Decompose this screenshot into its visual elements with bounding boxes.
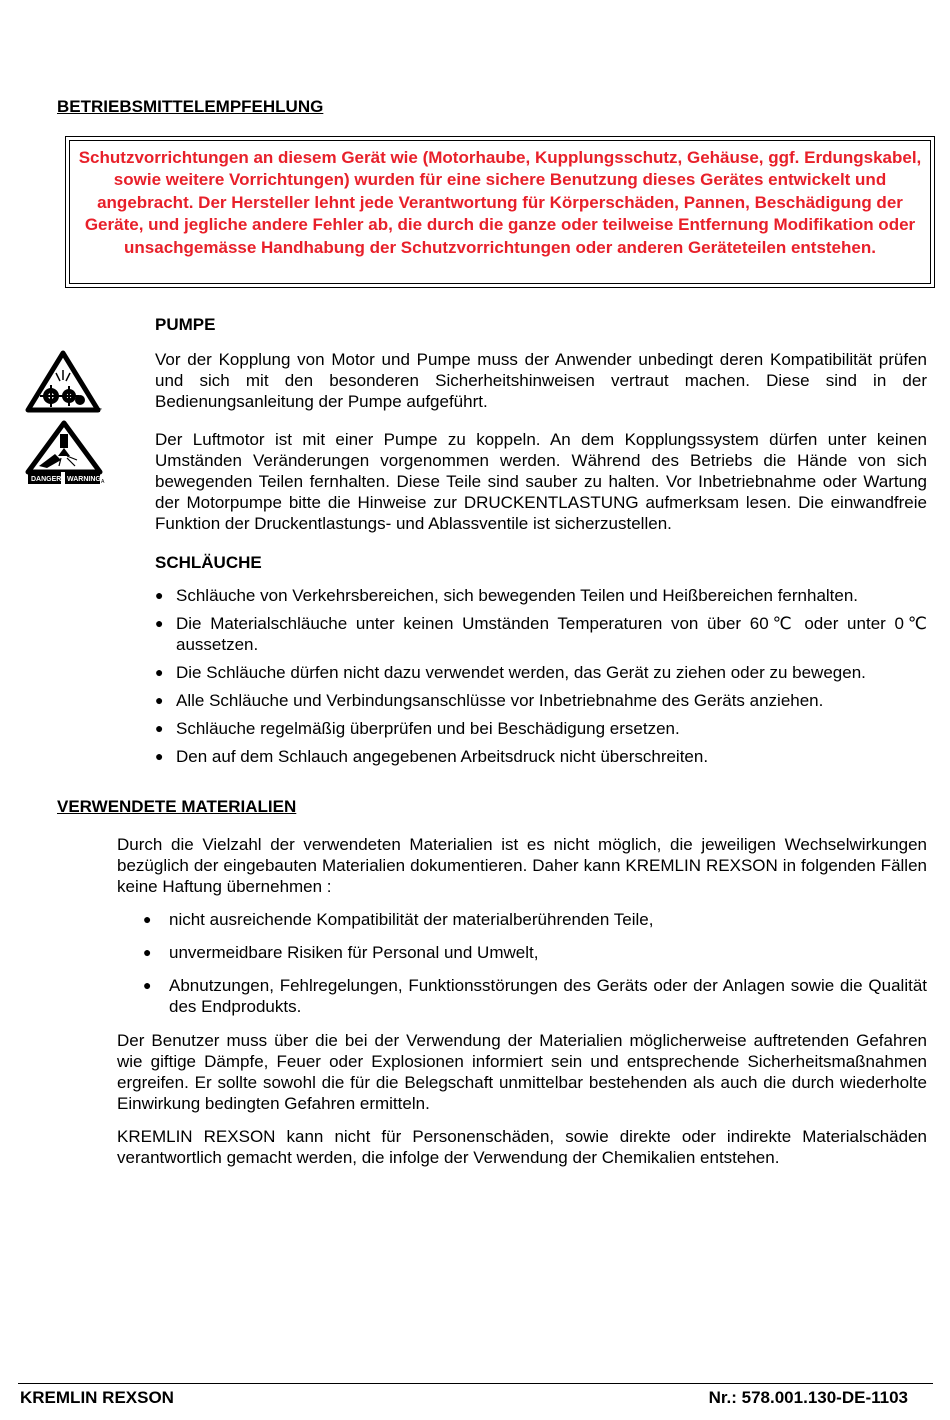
pumpe-paragraph-2: Der Luftmotor ist mit einer Pumpe zu koppeln. An dem Kopplungssystem dürfen unter keinen Umständen Veränderungen vorgenommen werden. Während des Betriebs die Hände von sich bewegenden Teilen fernhalten. Diese Teile sind sauber zu halten. Vor Inbetriebnahme oder Wartung der Motorpumpe bitte die Hinweise zur DRUCKENTLASTUNG aufmerksam lesen. Die einwandfreie Funktion der Druckentlastungs- und Ablassventile ist sicherzustellen. bbox=[155, 430, 927, 533]
materialien-list bbox=[143, 909, 927, 1017]
list-item: ● Die Materialschläuche unter keinen Umständen Temperaturen von über 60℃ oder unter 0℃ aussetzen. bbox=[155, 614, 927, 654]
warning-box bbox=[65, 136, 935, 288]
materialien-paragraph-2: Der Benutzer muss über die bei der Verwendung der Materialien möglicherweise auftretenden Gefahren wie giftige Dämpfe, Feuer oder Explosionen informiert sein und entsprechende Sicherheitsmaßnahmen ergreifen. Er sollte sowohl die für die Belegschaft unmittelbar bestehenden als auch die durch wiederholte Einwirkung bedingten Gefahren ermitteln. bbox=[117, 1031, 927, 1113]
pumpe-paragraph-1: Vor der Kopplung von Motor und Pumpe muss der Anwender unbedingt deren Kompatibilität prüfen und sich mit den besonderen Sicherheitshinweisen vertraut machen. Diese sind in der Bedienungsanleitung der Pumpe aufgeführt. bbox=[155, 350, 927, 411]
list-item: ● Schläuche von Verkehrsbereichen, sich bewegenden Teilen und Heißbereichen fernhalten. bbox=[155, 586, 859, 605]
schlaeuche-list bbox=[155, 585, 927, 767]
footer-company: KREMLIN REXSON bbox=[20, 1388, 174, 1407]
section-title-materialien: VERWENDETE MATERIALIEN bbox=[57, 797, 297, 816]
list-item: ● nicht ausreichende Kompatibilität der materialberührenden Teile, bbox=[143, 910, 654, 929]
warning-label: WARNING bbox=[67, 476, 101, 483]
svg-text:F: F bbox=[99, 408, 102, 414]
bullet-dot: ● bbox=[155, 587, 164, 603]
gear-hazard-icon bbox=[25, 350, 105, 416]
list-item: ● Abnutzungen, Fehlregelungen, Funktionsstörungen des Geräts oder der Anlagen sowie die Qualität des Endprodukts. bbox=[143, 976, 927, 1016]
list-item: ● Alle Schläuche und Verbindungsanschlüsse vor Inbetriebnahme des Geräts anziehen. bbox=[155, 691, 824, 710]
high-pressure-danger-icon bbox=[25, 420, 105, 486]
section-title-betriebsmittel: BETRIEBSMITTELEMPFEHLUNG bbox=[57, 97, 324, 116]
bullet-dot: ● bbox=[155, 664, 164, 680]
materialien-paragraph-3: KREMLIN REXSON kann nicht für Personenschäden, sowie direkte oder indirekte Materialschäden verantwortlich gemacht werden, die infolge der Verwendung der Chemikalien entstehen. bbox=[117, 1127, 927, 1167]
section-title-schlaeuche: SCHLÄUCHE bbox=[155, 553, 262, 572]
bullet-dot: ● bbox=[143, 977, 152, 993]
footer-document-number: Nr.: 578.001.130-DE-1103 bbox=[708, 1388, 908, 1407]
list-item: ● Schläuche regelmäßig überprüfen und bei Beschädigung ersetzen. bbox=[155, 719, 680, 738]
warning-text: Schutzvorrichtungen an diesem Gerät wie (Motorhaube, Kupplungsschutz, Gehäuse, ggf. Erdungskabel, sowie weitere Vorrichtungen) wurden für eine sichere Benutzung dieses Gerätes entwickelt und angebracht. Der Hersteller lehnt jede Verantwortung für Körperschäden, Pannen, Beschädigung der Geräte, und jegliche andere Fehler ab, die durch die ganze oder teilweise Entfernung Modifikation oder unsachgemässe Handhabung der Schutzvorrichtungen oder anderen Geräteteilen entstehen. bbox=[78, 148, 922, 257]
bullet-dot: ● bbox=[143, 911, 152, 927]
danger-label: DANGER bbox=[31, 476, 62, 483]
bullet-dot: ● bbox=[155, 720, 164, 736]
section-title-pumpe: PUMPE bbox=[155, 315, 216, 334]
bullet-dot: ● bbox=[155, 692, 164, 708]
list-item: ● Den auf dem Schlauch angegebenen Arbeitsdruck nicht überschreiten. bbox=[155, 747, 709, 766]
svg-text:A: A bbox=[101, 479, 105, 485]
bullet-dot: ● bbox=[143, 944, 152, 960]
list-item: ● Die Schläuche dürfen nicht dazu verwendet werden, das Gerät zu ziehen oder zu bewegen. bbox=[155, 663, 866, 682]
bullet-dot: ● bbox=[155, 748, 164, 764]
bullet-dot: ● bbox=[155, 615, 164, 631]
footer-divider bbox=[18, 1383, 933, 1384]
list-item: ● unvermeidbare Risiken für Personal und Umwelt, bbox=[143, 943, 539, 962]
materialien-intro: Durch die Vielzahl der verwendeten Materialien ist es nicht möglich, die jeweiligen Wechselwirkungen bezüglich der eingebauten Materialien dokumentieren. Daher kann KREMLIN REXSON in folgenden Fällen keine Haftung übernehmen : bbox=[117, 835, 927, 896]
